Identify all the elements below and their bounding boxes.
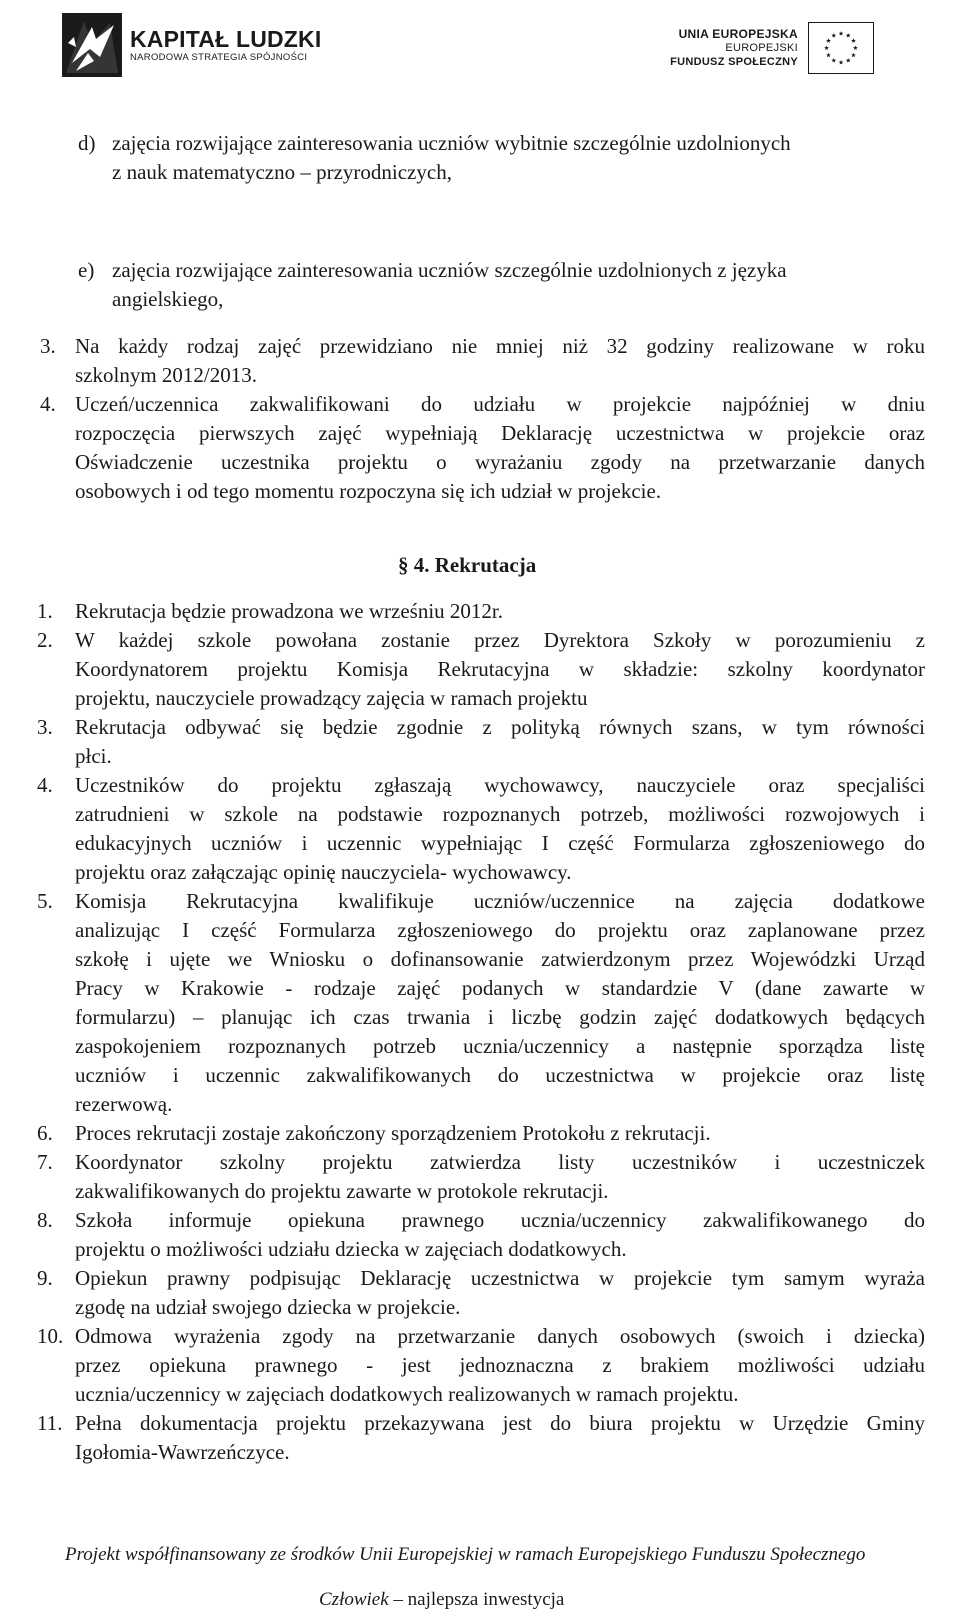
- list-item-text: Opiekun prawny podpisując Deklarację uczestnictwa w projekcie tym samym wyraża: [75, 1266, 925, 1290]
- list-item-text: uczniów i uczennic zakwalifikowanych do uczestnictwa w projekcie oraz listę: [75, 1063, 925, 1087]
- list-item-text: rezerwową.: [75, 1092, 173, 1116]
- list-item-text: zatrudnieni w szkole na podstawie rozpoznanych potrzeb, możliwości rozwojowych i: [75, 802, 925, 826]
- logo-name: KAPITAŁ LUDZKI: [130, 26, 322, 52]
- eu-logo: [670, 22, 874, 74]
- list-item-text: Oświadczenie uczestnika projektu o wyrażaniu zgody na przetwarzanie danych: [75, 450, 925, 474]
- list-item-text: zajęcia rozwijające zainteresowania uczniów szczególnie uzdolnionych z języka: [112, 258, 787, 282]
- list-item-text: Koordynatorem projektu Komisja Rekrutacyjna w składzie: szkolny koordynator: [75, 657, 925, 681]
- logo-subtitle: NARODOWA STRATEGIA SPÓJNOŚCI: [130, 52, 308, 63]
- list-item-text: przez opiekuna prawnego - jest jednoznaczna z brakiem możliwości udziału: [75, 1353, 925, 1377]
- kapital-ludzki-emblem-icon: [62, 13, 122, 77]
- eu-logo-line1: UNIA EUROPEJSKA: [678, 27, 798, 41]
- footer-funding-note: Projekt współfinansowany ze środków Unii Europejskiej w ramach Europejskiego Funduszu Społecznego: [65, 1544, 866, 1565]
- list-marker: 8.: [37, 1208, 53, 1232]
- list-marker: 6.: [37, 1121, 53, 1145]
- list-item-text: Uczeń/uczennica zakwalifikowani do udziału w projekcie najpóźniej w dniu: [75, 392, 925, 416]
- footer-slogan-word: Człowiek: [319, 1589, 389, 1610]
- list-marker: 7.: [37, 1150, 53, 1174]
- list-item-text: Rekrutacja odbywać się będzie zgodnie z polityką równych szans, w tym równości: [75, 715, 925, 739]
- list-marker: 4.: [37, 773, 53, 797]
- list-item-text: Rekrutacja będzie prowadzona we wrześniu 2012r.: [75, 599, 503, 623]
- list-item-text: zaspokojeniem rozpoznanych potrzeb ucznia/uczennicy a następnie sporządza listę: [75, 1034, 925, 1058]
- list-item-text: Odmowa wyrażenia zgody na przetwarzanie danych osobowych (swoich i dziecka): [75, 1324, 925, 1348]
- page-header: [0, 0, 960, 100]
- list-item-text: edukacyjnych uczniów i uczennic wypełniając I część Formularza zgłoszeniowego do: [75, 831, 925, 855]
- list-marker: 11.: [37, 1411, 63, 1435]
- list-item-text: Pracy w Krakowie - rodzaje zajęć podanych w standardzie V (dane zawarte w: [75, 976, 925, 1000]
- list-marker: 2.: [37, 628, 53, 652]
- list-item-text: Szkoła informuje opiekuna prawnego ucznia/uczennicy zakwalifikowanego do: [75, 1208, 925, 1232]
- list-marker: 5.: [37, 889, 53, 913]
- list-item-text: zakwalifikowanych do projektu zawarte w protokole rekrutacji.: [75, 1179, 609, 1203]
- kapital-ludzki-logo: [62, 12, 321, 78]
- list-item-text: Uczestników do projektu zgłaszają wychowawcy, nauczyciele oraz specjaliści: [75, 773, 925, 797]
- eu-logo-line3: FUNDUSZ SPOŁECZNY: [670, 56, 798, 68]
- eu-logo-line2: EUROPEJSKI: [725, 42, 798, 54]
- list-item-text: Koordynator szkolny projektu zatwierdza listy uczestników i uczestniczek: [75, 1150, 925, 1174]
- list-item-text: płci.: [75, 744, 112, 768]
- eu-flag-icon: [808, 22, 874, 74]
- list-marker: 3.: [37, 715, 53, 739]
- list-item-text: osobowych i od tego momentu rozpoczyna się ich udział w projekcie.: [75, 479, 662, 503]
- list-marker: 9.: [37, 1266, 53, 1290]
- list-marker: 4.: [40, 392, 56, 416]
- list-item-text: Proces rekrutacji zostaje zakończony sporządzeniem Protokołu z rekrutacji.: [75, 1121, 711, 1145]
- list-item-text: angielskiego,: [112, 287, 224, 311]
- list-marker: 3.: [40, 334, 56, 358]
- list-item-text: projektu, nauczyciele prowadzący zajęcia w ramach projektu: [75, 686, 588, 710]
- list-item-text: W każdej szkole powołana zostanie przez Dyrektora Szkoły w porozumieniu z: [75, 628, 925, 652]
- list-item-text: zgodę na udział swojego dziecka w projekcie.: [75, 1295, 461, 1319]
- section-heading: § 4. Rekrutacja: [398, 553, 537, 577]
- footer-slogan-rest: – najlepsza inwestycja: [388, 1589, 565, 1610]
- list-item-text: szkolnym 2012/2013.: [75, 363, 257, 387]
- list-item-text: Pełna dokumentacja projektu przekazywana jest do biura projektu w Urzędzie Gminy: [75, 1411, 925, 1435]
- list-item-text: Komisja Rekrutacyjna kwalifikuje uczniów/uczennice na zajęcia dodatkowe: [75, 889, 925, 913]
- list-item-text: z nauk matematyczno – przyrodniczych,: [112, 160, 452, 184]
- list-item-text: Igołomia-Wawrzeńczyce.: [75, 1440, 290, 1464]
- list-item-text: Na każdy rodzaj zajęć przewidziano nie mniej niż 32 godziny realizowane w roku: [75, 334, 925, 358]
- list-marker: 1.: [37, 599, 53, 623]
- list-marker: 10.: [37, 1324, 64, 1348]
- list-item-text: zajęcia rozwijające zainteresowania uczniów wybitnie szczególnie uzdolnionych: [112, 131, 791, 155]
- footer-slogan: [319, 1588, 564, 1612]
- list-item-text: projektu o możliwości udziału dziecka w zajęciach dodatkowych.: [75, 1237, 627, 1261]
- list-item-text: projektu oraz załączając opinię nauczyciela- wychowawcy.: [75, 860, 572, 884]
- list-item-text: ucznia/uczennicy w zajęciach dodatkowych realizowanych w ramach projektu.: [75, 1382, 739, 1406]
- list-item-text: szkołę i ujęte we Wniosku o dofinansowanie zatwierdzonym przez Wojewódzki Urząd: [75, 947, 925, 971]
- list-item-text: analizując I część Formularza zgłoszeniowego do projektu oraz zaplanowane przez: [75, 918, 925, 942]
- list-marker: d): [78, 131, 96, 155]
- list-item-text: formularzu) – planując ich czas trwania i liczbę godzin zajęć dodatkowych będących: [75, 1005, 925, 1029]
- list-item-text: rozpoczęcia pierwszych zajęć wypełniają Deklarację uczestnictwa w projekcie oraz: [75, 421, 925, 445]
- list-marker: e): [78, 258, 95, 282]
